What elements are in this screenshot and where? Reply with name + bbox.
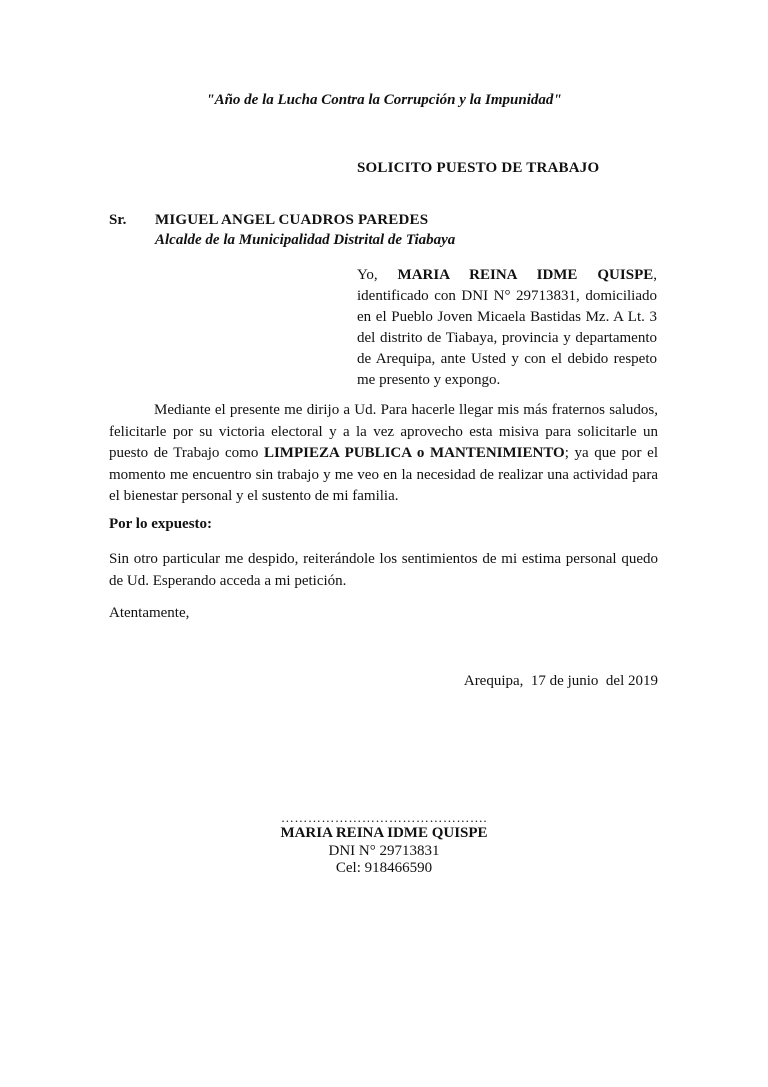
signature-dni: DNI N° 29713831 [328, 843, 440, 859]
intro-prefix: Yo, [357, 267, 398, 283]
applicant-name: MARIA REINA IDME QUISPE [397, 267, 654, 283]
requested-position: LIMPIEZA PUBLICA o MANTENIMIENTO [263, 445, 565, 461]
body-part-1: Mediante el presente me dirijo a Ud. Para hacerle llegar mis más fraternos saludos, felicitarle por su victoria electoral y a la vez aprovecho esta misiva para solicitarle un puesto de Trabajo como [109, 402, 658, 461]
date-line: Arequipa, 17 de junio del 2019 [463, 673, 658, 689]
addressee-name: MIGUEL ANGEL CUADROS PAREDES [155, 212, 429, 228]
year-motto: "Año de la Lucha Contra la Corrupción y la Impunidad" [206, 92, 562, 108]
addressee-salutation: Sr. [109, 212, 127, 228]
closing-paragraph: Sin otro particular me despido, reiterándole los sentimientos de mi estima personal quedo de Ud. Esperando acceda a mi petición. [109, 551, 658, 589]
signature-cel: Cel: 918466590 [335, 860, 433, 876]
intro-details: , identificado con DNI N° 29713831, domiciliado en el Pueblo Joven Micaela Bastidas Mz. A Lt. 3 del distrito de Tiabaya, provincia y departamento de Arequipa, ante Usted y con el debido respeto me presento y expongo. [357, 267, 657, 388]
farewell: Atentamente, [109, 605, 190, 621]
body-paragraph [109, 400, 658, 508]
subject-line: SOLICITO PUESTO DE TRABAJO [357, 160, 600, 176]
body-part-2: ; ya que por el momento me encuentro sin trabajo y me veo en la necesidad de realizar una actividad para el bienestar personal y el sustento de mi familia. [109, 445, 658, 504]
signature-line: ………………………………………. [280, 810, 488, 825]
intro-paragraph [357, 265, 657, 391]
addressee-title: Alcalde de la Municipalidad Distrital de Tiabaya [155, 232, 456, 248]
signature-name: MARIA REINA IDME QUISPE [280, 825, 488, 841]
closing-heading: Por lo expuesto: [109, 516, 213, 532]
